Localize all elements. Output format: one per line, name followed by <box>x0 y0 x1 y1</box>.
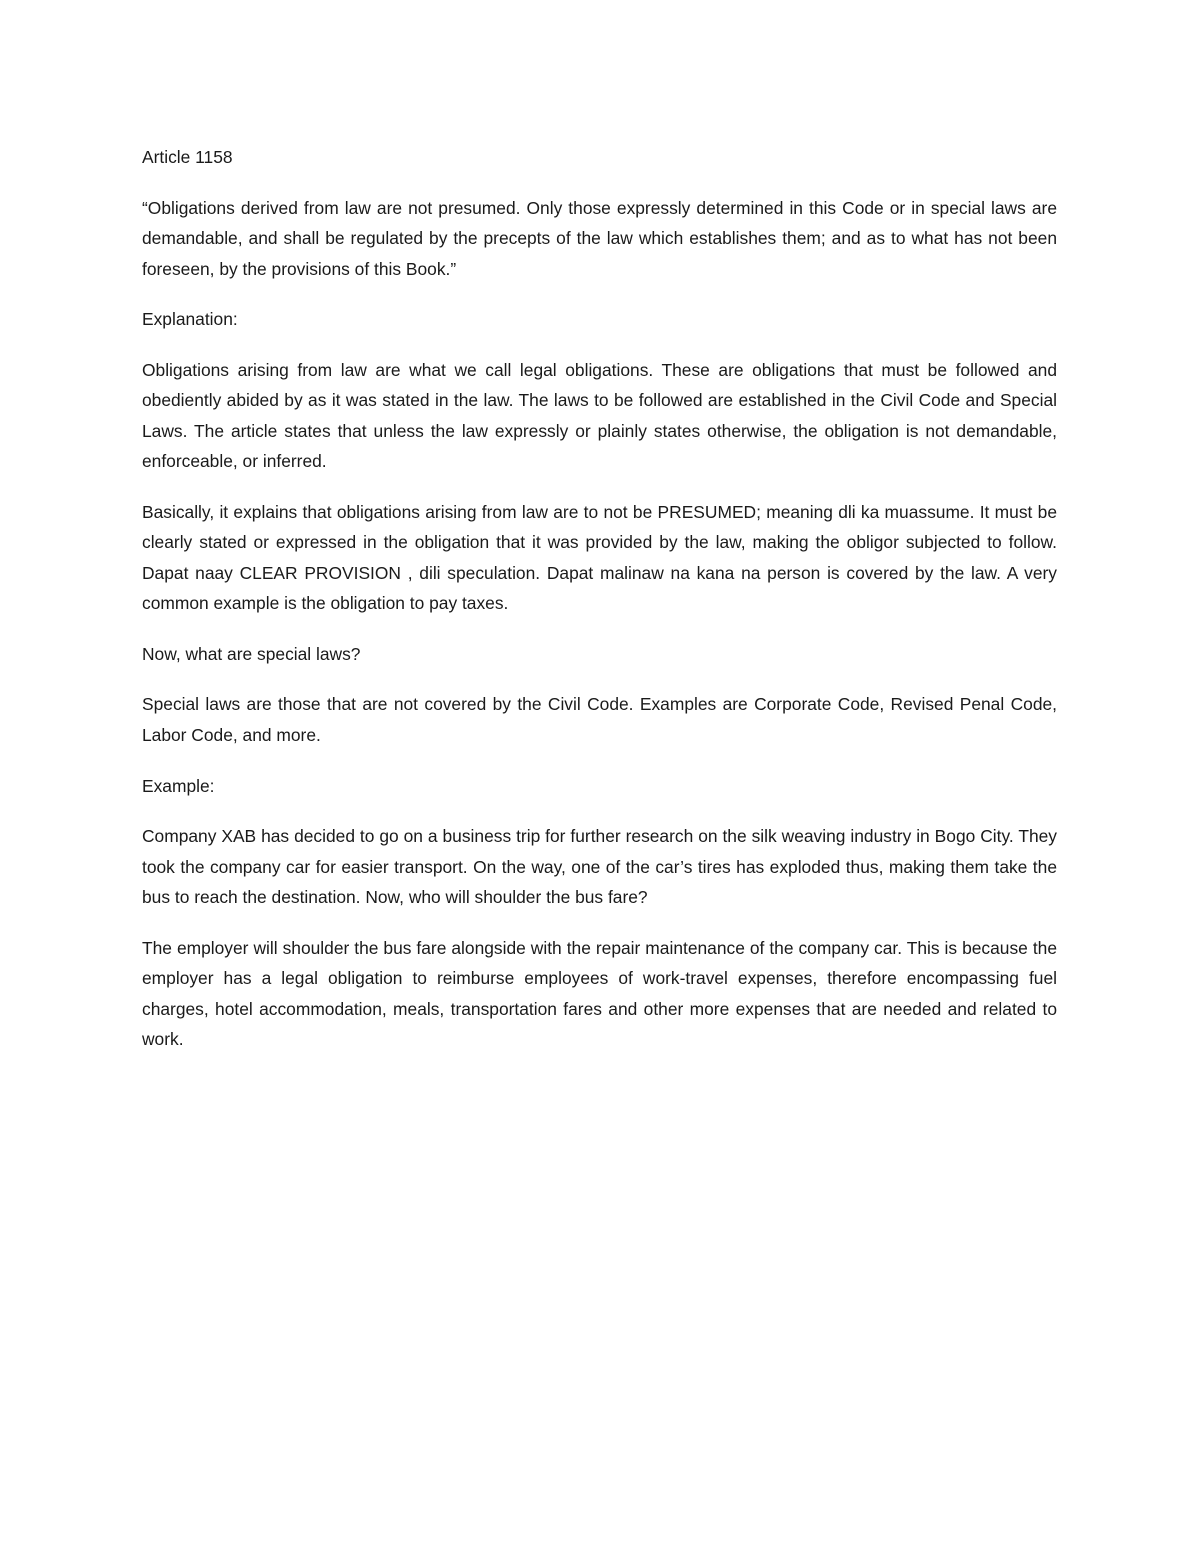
document-body <box>142 142 1057 1075</box>
special-laws-question: Now, what are special laws? <box>142 643 361 664</box>
example-paragraph: Company XAB has decided to go on a business trip for further research on the silk weaving industry in Bogo City. They took the company car for easier transport. On the way, one of the car’s tires has exploded thus, making them take the bus to reach the destination. Now, who will shoulder the bus fare? <box>142 826 1057 908</box>
explanation-paragraph: Basically, it explains that obligations arising from law are to not be PRESUMED; meaning dli ka muassume. It must be clearly stated or expressed in the obligation that it was provided by the law, making the obligor subjected to follow. Dapat naay CLEAR PROVISION , dili speculation. Dapat malinaw na kana na person is covered by the law. A very common example is the obligation to pay taxes. <box>142 501 1057 614</box>
explanation-paragraph: Obligations arising from law are what we call legal obligations. These are obligations that must be followed and obediently abided by as it was stated in the law. The laws to be followed are established in the Civil Code and Special Laws. The article states that unless the law expressly or plainly states otherwise, the obligation is not demandable, enforceable, or inferred. <box>142 359 1057 472</box>
example-heading: Example: <box>142 775 215 796</box>
explanation-heading: Explanation: <box>142 309 238 330</box>
article-heading: Article 1158 <box>142 147 233 167</box>
example-answer: The employer will shoulder the bus fare alongside with the repair maintenance of the company car. This is because the employer has a legal obligation to reimburse employees of work-travel expenses, therefore encompassing fuel charges, hotel accommodation, meals, transportation fares and other more expenses that are needed and related to work. <box>142 937 1057 1050</box>
article-quote: “Obligations derived from law are not presumed. Only those expressly determined in this Code or in special laws are demandable, and shall be regulated by the precepts of the law which establishes them; and as to what has not been foreseen, by the provisions of this Book.” <box>142 197 1057 279</box>
special-laws-answer: Special laws are those that are not covered by the Civil Code. Examples are Corporate Code, Revised Penal Code, Labor Code, and more. <box>142 694 1057 745</box>
